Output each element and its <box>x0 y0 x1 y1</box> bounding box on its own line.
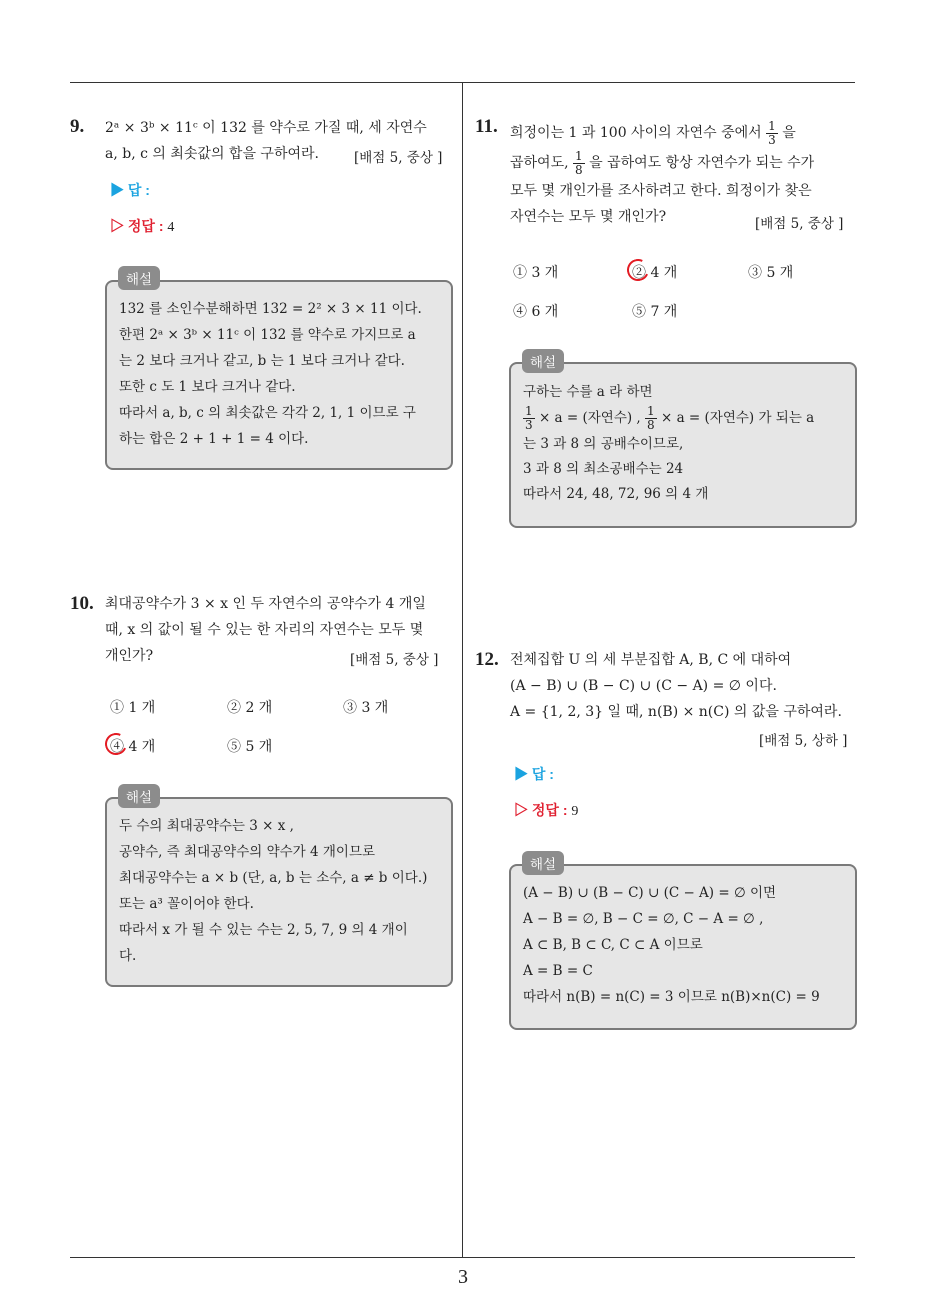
q10-choice-5[interactable]: ⑤ 5 개 <box>227 739 273 755</box>
q11-sol-frac-num: 1 <box>647 404 655 418</box>
q10-solution-line: 두 수의 최대공약수는 3 × x , <box>119 818 294 834</box>
q12-solution-line: 따라서 n(B) = n(C) = 3 이므로 n(B)×n(C) = 9 <box>523 989 820 1005</box>
q11-solution-line: 는 3 과 8 의 공배수이므로, <box>523 436 684 452</box>
q9-solution-line: 한편 2ᵃ × 3ᵇ × 11ᶜ 이 132 를 약수로 가지므로 a <box>119 327 416 343</box>
q11-sol-frac-den: 8 <box>647 418 655 432</box>
q11-sol-frac-num: 1 <box>525 404 533 418</box>
q11-score: [배점 5, 중상 ] <box>755 216 844 232</box>
q9-solution-line: 132 를 소인수분해하면 132 = 2² × 3 × 11 이다. <box>119 301 422 317</box>
bottom-rule <box>70 1257 855 1258</box>
q10-solution-line: 다. <box>119 948 137 964</box>
q11-fraction-one-eighth <box>573 150 585 177</box>
q10-score: [배점 5, 중상 ] <box>350 652 439 668</box>
q10-line: 때, x 의 값이 될 수 있는 한 자리의 자연수는 모두 몇 <box>105 622 424 638</box>
q12-line: (A − B) ∪ (B − C) ∪ (C − A) = ∅ 이다. <box>510 678 777 694</box>
q11-line4: 자연수는 모두 몇 개인가? <box>510 209 667 225</box>
q11-line2-a: 곱하여도, <box>510 155 569 171</box>
q10-solution-line: 공약수, 즉 최대공약수의 약수가 4 개이므로 <box>119 844 376 860</box>
q9-solution-line: 또한 c 도 1 보다 크거나 같다. <box>119 379 296 395</box>
q10-number: 10. <box>70 593 94 614</box>
q11-frac-den: 8 <box>575 162 583 177</box>
q12-answer-label: ▶ 답 : <box>514 766 554 782</box>
q10-choice-2[interactable]: ② 2 개 <box>227 700 273 716</box>
q12-score: [배점 5, 상하 ] <box>759 733 848 749</box>
q11-sol-fraction-one-eighth <box>645 405 657 432</box>
q11-sol-line2-b: × a = (자연수) 가 되는 a <box>660 410 815 426</box>
column-divider <box>462 83 463 1258</box>
q11-solution-tag: 해설 <box>522 349 564 373</box>
q11-solution-line <box>523 405 843 432</box>
page-number: 3 <box>458 1266 468 1288</box>
q11-frac-num: 1 <box>575 148 583 163</box>
q11-choice-4[interactable]: ④ 6 개 <box>513 304 559 320</box>
q9-correct-answer <box>110 216 174 236</box>
q11-solution-box <box>509 362 857 528</box>
q10-choice-4[interactable]: ④ 4 개 <box>110 739 156 755</box>
q11-choice-3[interactable]: ③ 5 개 <box>748 265 794 281</box>
q9-correct-value: 4 <box>167 220 175 235</box>
q9-line1: 2ᵃ × 3ᵇ × 11ᶜ 이 132 를 약수로 가질 때, 세 자연수 <box>105 120 427 136</box>
q10-choice-3[interactable]: ③ 3 개 <box>343 700 389 716</box>
q11-line2 <box>510 148 814 178</box>
q12-solution-line: (A − B) ∪ (B − C) ∪ (C − A) = ∅ 이면 <box>523 885 777 901</box>
q11-line3: 모두 몇 개인가를 조사하려고 한다. 희정이가 찾은 <box>510 183 812 199</box>
q12-line: 전체집합 U 의 세 부분집합 A, B, C 에 대하여 <box>510 652 792 668</box>
q12-text <box>510 647 842 725</box>
q10-solution-line: 최대공약수는 a × b (단, a, b 는 소수, a ≠ b 이다.) <box>119 870 428 886</box>
q9-solution-tag: 해설 <box>118 266 160 290</box>
q11-solution-line: 따라서 24, 48, 72, 96 의 4 개 <box>523 486 709 502</box>
q12-line: A = {1, 2, 3} 일 때, n(B) × n(C) 의 값을 구하여라. <box>510 704 842 720</box>
q11-sol-line2-a: × a = (자연수) , <box>538 410 641 426</box>
q9-score: [배점 5, 중상 ] <box>354 150 443 166</box>
q11-sol-frac-den: 3 <box>525 418 533 432</box>
q9-number: 9. <box>70 116 85 137</box>
q11-choice-2[interactable]: ② 4 개 <box>632 265 678 281</box>
q9-correct-label: ▷ 정답 : <box>110 218 164 234</box>
q10-solution-tag: 해설 <box>118 784 160 808</box>
q9-solution-line: 하는 합은 2 + 1 + 1 = 4 이다. <box>119 431 309 447</box>
q10-solution-line: 또는 a³ 꼴이어야 한다. <box>119 896 254 912</box>
q11-line1 <box>510 118 814 148</box>
q9-solution-line: 따라서 a, b, c 의 최솟값은 각각 2, 1, 1 이므로 구 <box>119 405 416 421</box>
q10-line: 최대공약수가 3 × x 인 두 자연수의 공약수가 4 개일 <box>105 596 426 612</box>
q12-correct-value: 9 <box>571 804 579 819</box>
q11-choice-1[interactable]: ① 3 개 <box>513 265 559 281</box>
q11-frac-num: 1 <box>768 118 776 133</box>
q10-choice-1[interactable]: ① 1 개 <box>110 700 156 716</box>
q9-solution-box <box>105 280 453 470</box>
q11-choice-5[interactable]: ⑤ 7 개 <box>632 304 678 320</box>
q12-correct-label: ▷ 정답 : <box>514 802 568 818</box>
q9-line2: a, b, c 의 최솟값의 합을 구하여라. <box>105 146 319 162</box>
q9-answer-label: ▶ 답 : <box>110 182 150 198</box>
q11-line1-b: 을 <box>782 125 796 141</box>
q9-solution-line: 는 2 보다 크거나 같고, b 는 1 보다 크거나 같다. <box>119 353 405 369</box>
q11-frac-den: 3 <box>768 132 776 147</box>
q11-fraction-one-third <box>766 120 778 147</box>
q12-solution-line: A − B = ∅, B − C = ∅, C − A = ∅ , <box>523 911 764 927</box>
q10-solution-box <box>105 797 453 987</box>
q12-number: 12. <box>475 649 499 670</box>
q11-solution-line: 3 과 8 의 최소공배수는 24 <box>523 461 684 477</box>
q11-line1-a: 희정이는 1 과 100 사이의 자연수 중에서 <box>510 125 762 141</box>
q12-solution-line: A = B = C <box>523 963 593 979</box>
q12-correct-answer <box>514 800 578 820</box>
q11-number: 11. <box>475 116 498 137</box>
q12-solution-tag: 해설 <box>522 851 564 875</box>
q12-solution-line: A ⊂ B, B ⊂ C, C ⊂ A 이므로 <box>523 937 703 953</box>
q11-line2-b: 을 곱하여도 항상 자연수가 되는 수가 <box>589 155 815 171</box>
q10-solution-line: 따라서 x 가 될 수 있는 수는 2, 5, 7, 9 의 4 개이 <box>119 922 408 938</box>
q10-line: 개인가? <box>105 648 154 664</box>
q11-solution-line: 구하는 수를 a 라 하면 <box>523 384 653 400</box>
q12-solution-box <box>509 864 857 1030</box>
q11-sol-fraction-one-third <box>523 405 535 432</box>
